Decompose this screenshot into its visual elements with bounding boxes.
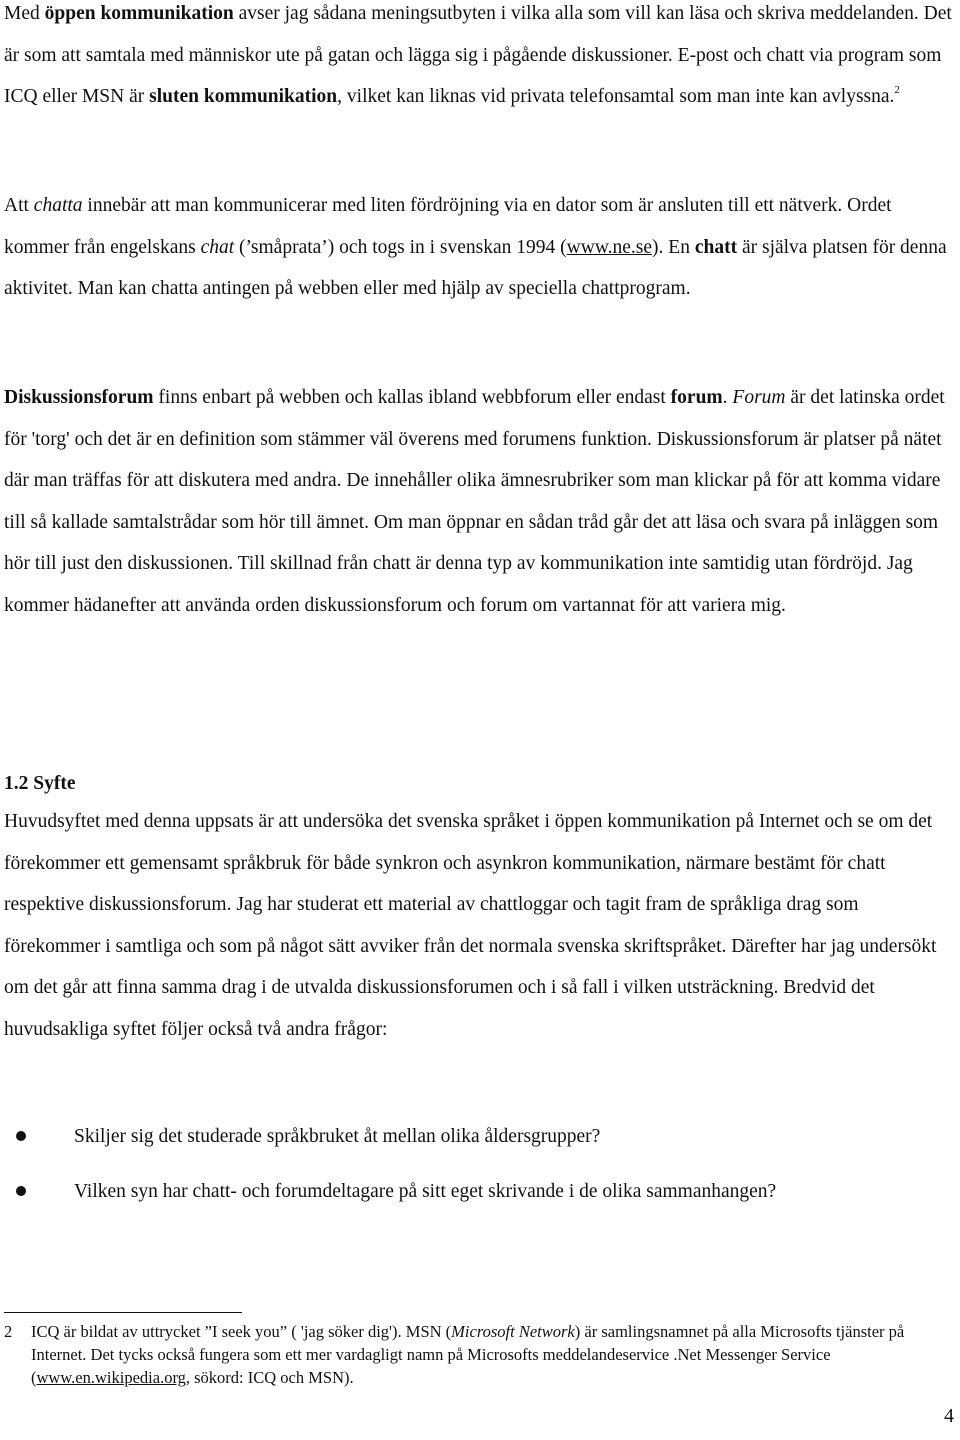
- text-run: , sökord: ICQ och MSN).: [185, 1368, 354, 1387]
- text-run: .: [722, 387, 733, 408]
- footnote-reference[interactable]: 2: [894, 84, 900, 96]
- text-run: är själva platsen för denna aktivitet. Man kan chatta antingen på webben eller med hjälp av speciella chattprogram.: [4, 236, 947, 299]
- paragraph-chat: [4, 185, 954, 310]
- text-run: avser jag sådana meningsutbyten i vilka alla som vill kan läsa och skriva meddelanden. Det är som att samtala med människor ute på gatan och lägga sig i pågående diskussioner. E-post och chatt via program som ICQ eller MSN är: [4, 3, 952, 107]
- text-run: är det latinska ordet för 'torg' och det är en definition som stämmer väl överens med forumens funktion. Diskussionsforum är platser på nätet där man träffas för att diskutera med andra. De innehåller olika ämnesrubriker som man klickar på för att komma vidare till så kallade samtalstrådar som hör till ämnet. Om man öppnar en sådan tråd går det att läsa och svara på inläggen som hör till just den diskussionen. Till skillnad från chatt är denna typ av kommunikation inte samtidig utan fördröjd. Jag kommer hädanefter att använda orden diskussionsforum och forum om vartannat för att variera mig.: [4, 387, 945, 616]
- bullet-icon: [16, 1131, 26, 1141]
- text-run: finns enbart på webben och kallas ibland webbforum eller endast: [153, 387, 671, 408]
- list-item-text: Vilken syn har chatt- och forumdeltagare på sitt eget skrivande i de olika sammanhangen?: [74, 1181, 777, 1202]
- link-wikipedia[interactable]: www.en.wikipedia.org: [36, 1368, 186, 1387]
- text-run: ). En: [652, 236, 695, 258]
- term-microsoft-network: Microsoft Network: [451, 1322, 575, 1341]
- term-diskussionsforum: Diskussionsforum: [4, 387, 154, 408]
- footnote-text: [31, 1320, 911, 1389]
- text-run: (’småprata’) och togs in i svenskan 1994 (: [234, 236, 567, 258]
- text-run: Att: [4, 195, 34, 216]
- paragraph-open-communication: [4, 0, 954, 118]
- text-run: ICQ är bildat av uttrycket ”I seek you” ( 'jag söker dig'). MSN (: [31, 1322, 452, 1341]
- list-item: [0, 1117, 950, 1157]
- footnote-number: 2: [4, 1322, 13, 1341]
- page-number: 4: [944, 1405, 954, 1427]
- term-chatta: chatta: [33, 195, 83, 216]
- text-run: innebär att man kommunicerar med liten fördröjning via en dator som är ansluten till ett nätverk. Ordet kommer från engelskans: [4, 195, 892, 258]
- list-item: [0, 1172, 950, 1212]
- footnote-divider: [4, 1312, 242, 1313]
- bullet-icon: [16, 1186, 26, 1196]
- term-forum: forum: [670, 387, 723, 408]
- term-chatt: chatt: [694, 236, 738, 258]
- link-ne-se[interactable]: www.ne.se: [566, 236, 653, 258]
- term-forum-italic: Forum: [732, 387, 786, 408]
- paragraph-purpose: Huvudsyftet med denna uppsats är att undersöka det svenska språket i öppen kommunikation på Internet och se om det förekommer ett gemensamt språkbruk för både synkron och asynkron kommunikation, närmare bestämt för chatt respektive diskussionsforum. Jag har studerat ett material av chattloggar och tagit fram de språkliga drag som förekommer i samtliga och som på något sätt avviker från det normala svenska skriftspråket. Därefter har jag undersökt om det går att finna samma drag i de utvalda diskussionsforumen och i så fall i vilken utsträckning. Bredvid det huvudsakliga syftet följer också två andra frågor:: [4, 811, 937, 1040]
- text-run: , vilket kan liknas vid privata telefonsamtal som man inte kan avlyssna.: [337, 86, 895, 107]
- term-open-communication: öppen kommunikation: [44, 3, 234, 24]
- text-run: ) är samlingsnamnet på alla Microsofts tjänster på Internet. Det tycks också fungera som ett mer vardagligt namn på Microsofts meddelandeservice .Net Messenger Service (: [31, 1322, 905, 1387]
- list-item-text: Skiljer sig det studerade språkbruket åt mellan olika åldersgrupper?: [74, 1126, 601, 1147]
- term-closed-communication: sluten kommunikation: [149, 86, 338, 107]
- term-chat: chat: [200, 236, 235, 258]
- text-run: Med: [4, 3, 45, 24]
- section-heading-syfte: 1.2 Syfte: [4, 773, 76, 794]
- paragraph-forum: [4, 377, 954, 626]
